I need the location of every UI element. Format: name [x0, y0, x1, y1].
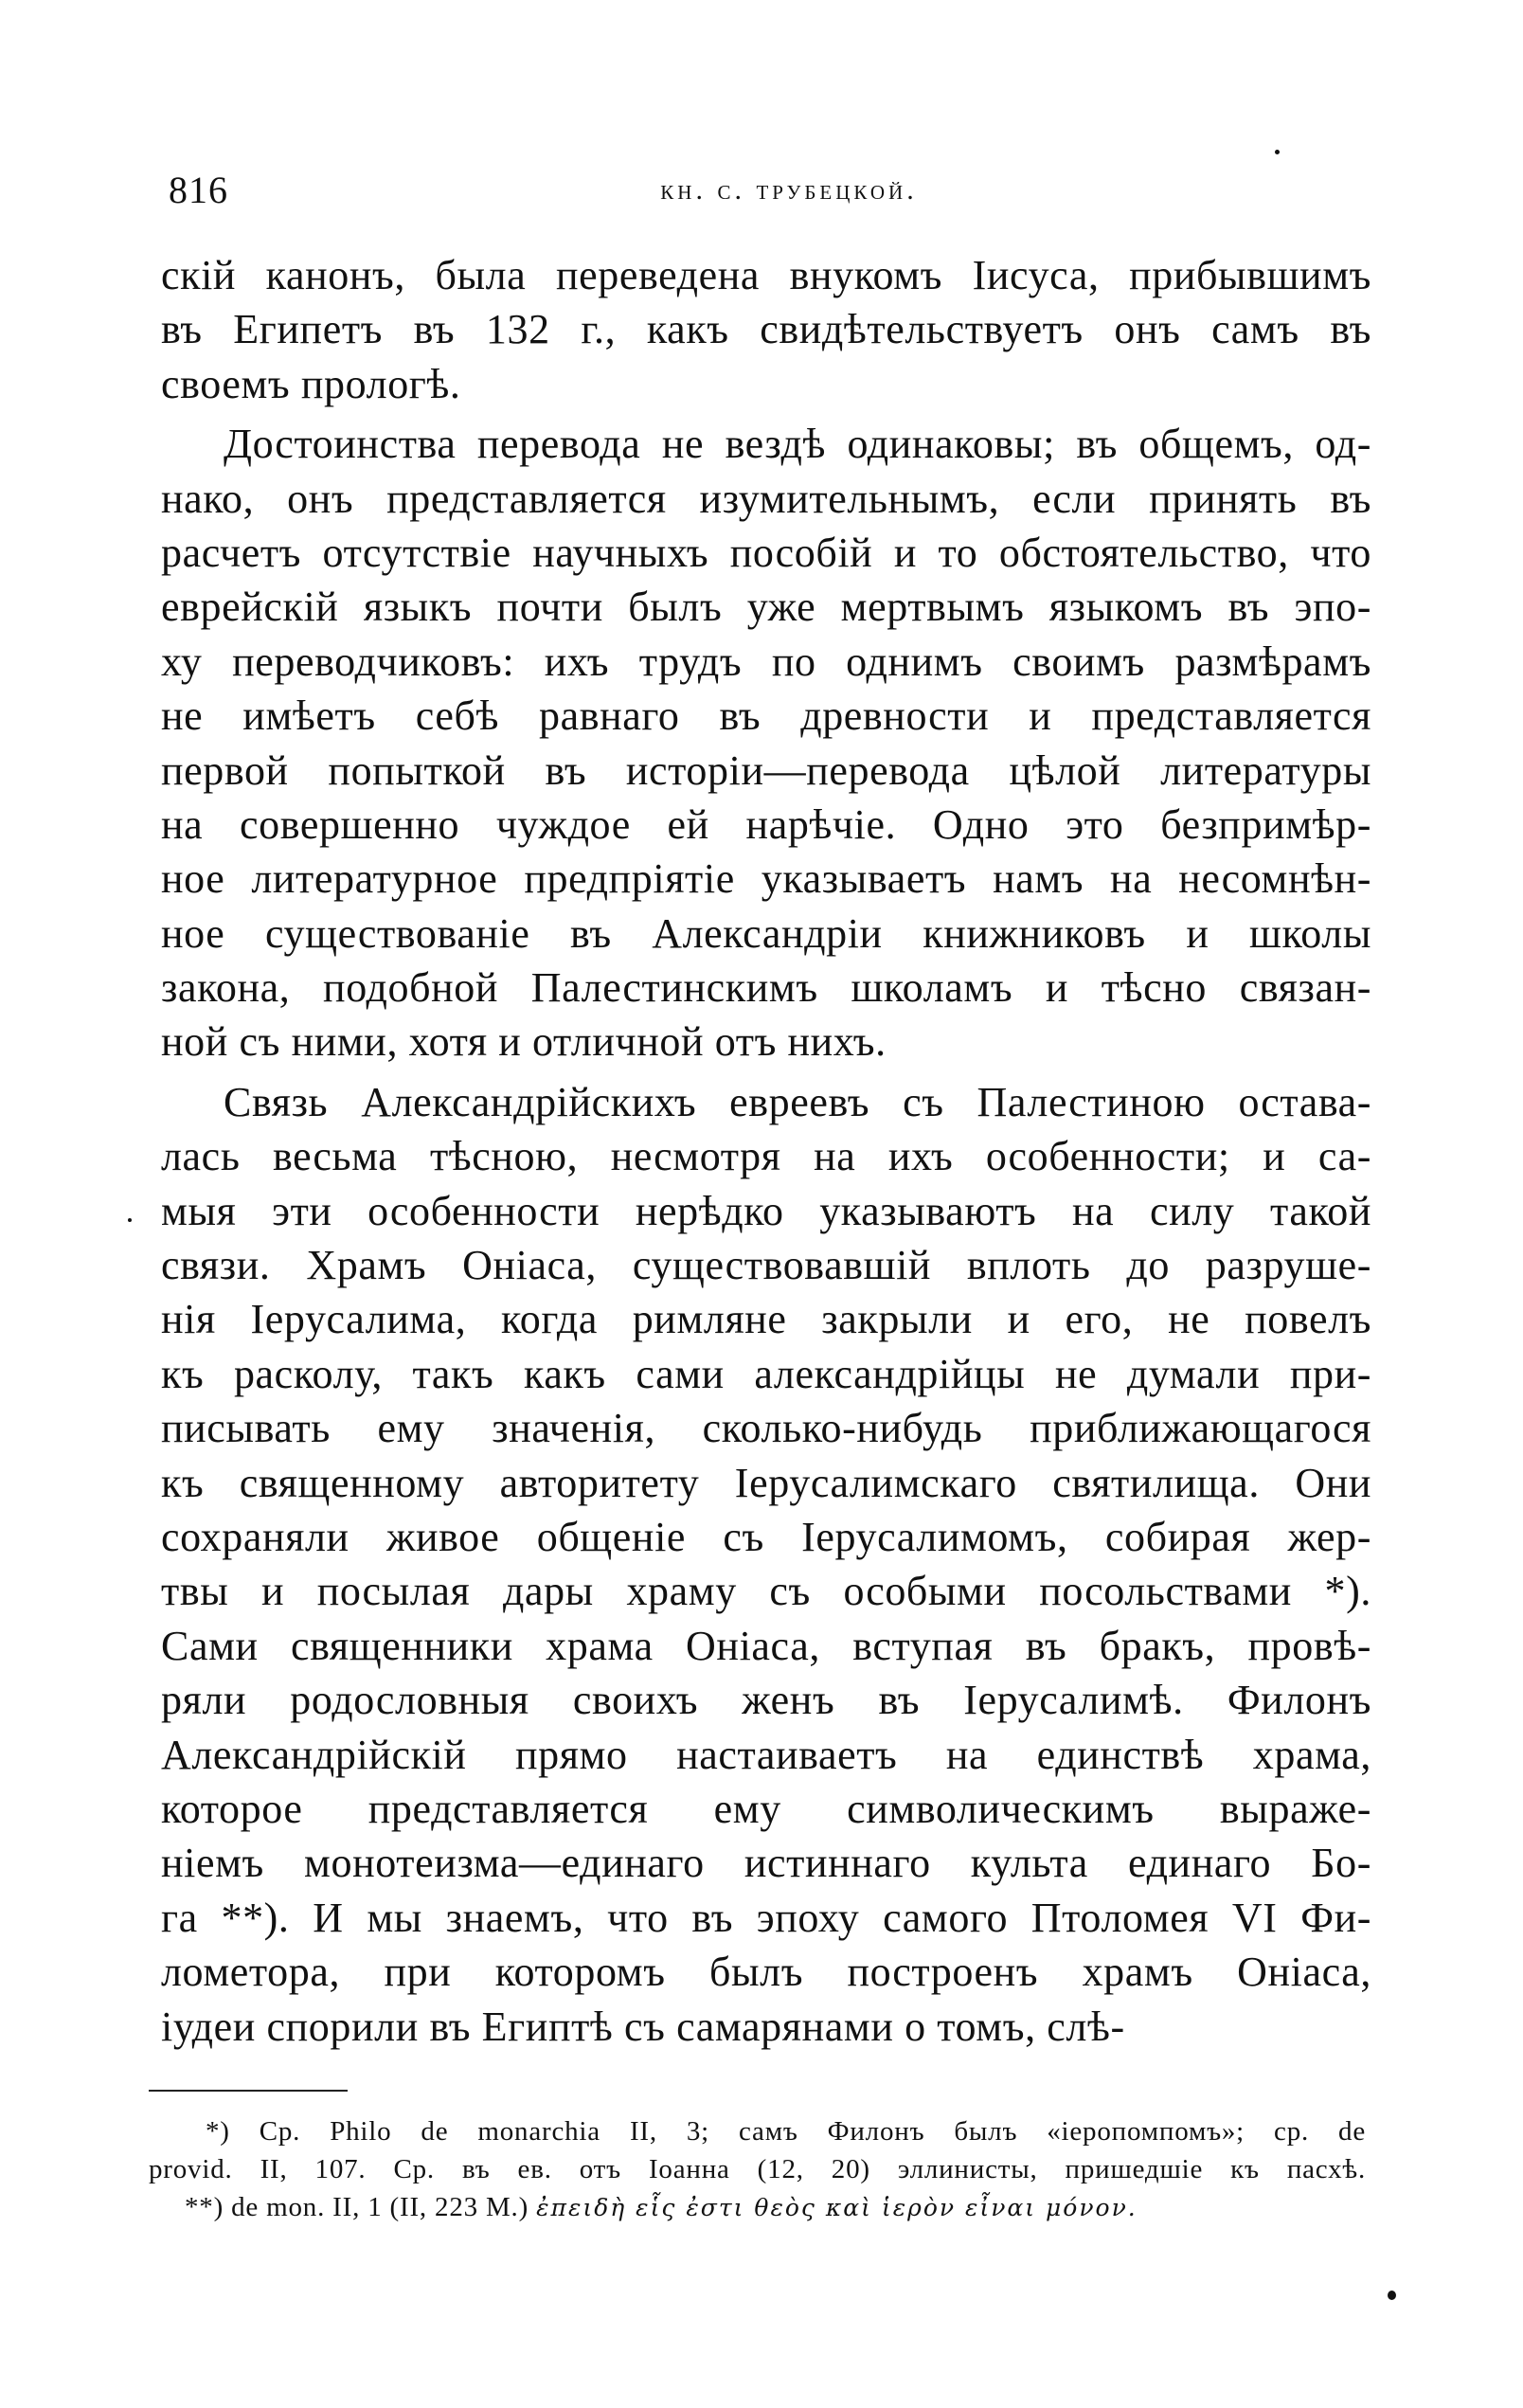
text-line: связи. Храмъ Оніаса, существовавшій вплоть до разруше- [161, 1242, 1371, 1289]
running-title: кн. с. трубецкой. [660, 174, 918, 206]
text-line: Достоинства перевода не вездѣ одинаковы; въ общемъ, од- [224, 421, 1371, 468]
text-line: писывать ему значенія, сколько-нибудь приближающагося [161, 1405, 1371, 1452]
footnote-2-greek-quote: ἐπειδὴ εἷς ἐστι θεὸς καὶ ἱερὸν εἶναι μόνον. [536, 2194, 1138, 2221]
footnotes [149, 2112, 1366, 2226]
scan-speck-top [1275, 150, 1280, 154]
text-line: первой попыткой въ исторіи—перевода цѣлой литературы [161, 746, 1371, 794]
body-text [161, 248, 1371, 2054]
text-line: ху переводчиковъ: ихъ трудъ по однимъ своимъ размѣрамъ [161, 638, 1371, 685]
footnote-1-line-2: provid. II, 107. Ср. въ ев. отъ Іоанна (12, 20) эллинисты, пришедшіе къ пасхѣ. [149, 2154, 1366, 2184]
text-line: еврейскій языкъ почти былъ уже мертвымъ языкомъ въ эпо- [161, 584, 1371, 631]
text-line: нако, онъ представляется изумительнымъ, если принять въ [161, 475, 1371, 522]
text-line: лась весьма тѣсною, несмотря на ихъ особенности; и са- [161, 1133, 1371, 1180]
text-line: ряли родословныя своихъ женъ въ Іерусалимѣ. Филонъ [161, 1677, 1371, 1724]
text-line: га **). И мы знаемъ, что въ эпоху самого Птоломея VI Фи- [161, 1894, 1371, 1941]
text-line: къ священному авторитету Іерусалимскаго святилища. Они [161, 1459, 1371, 1506]
text-line: сохраняли живое общеніе съ Іерусалимомъ, собирая жер- [161, 1513, 1371, 1560]
text-line: ніемъ монотеизма—единаго истиннаго культа единаго Бо- [161, 1840, 1371, 1887]
text-line: въ Египетъ въ 132 г., какъ свидѣтельствуетъ онъ самъ въ [161, 306, 1371, 353]
footnote-2-citation: **) de mon. II, 1 (II, 223 M.) [185, 2192, 529, 2222]
text-line: мыя эти особенности нерѣдко указываютъ на силу такой [161, 1187, 1371, 1234]
footnote-1-line-1: *) Ср. Philo de monarchia II, 3; самъ Филонъ былъ «іеропомпомъ»; ср. de [206, 2116, 1366, 2147]
text-line: скій канонъ, была переведена внукомъ Іисуса, прибывшимъ [161, 252, 1371, 298]
text-line: Сами священники храма Оніаса, вступая въ бракъ, провѣ- [161, 1622, 1371, 1669]
paragraph-3 [161, 1075, 1371, 2054]
text-line: своемъ прологѣ. [161, 360, 461, 407]
running-head [169, 167, 1371, 214]
text-line: которое представляется ему символическимъ выраже- [161, 1785, 1371, 1832]
text-line: ной съ ними, хотя и отличной отъ нихъ. [161, 1018, 887, 1066]
text-line: къ расколу, такъ какъ сами александрійцы не думали при- [161, 1350, 1371, 1397]
text-line: Александрійскій прямо настаиваетъ на единствѣ храма, [161, 1731, 1371, 1778]
text-line: твы и посылая дары храму съ особыми посольствами *). [161, 1568, 1371, 1615]
scan-speck-left [128, 1218, 132, 1222]
paragraph-1 [161, 248, 1371, 411]
scan-speck-bottom [1388, 2291, 1396, 2300]
text-line: нія Іерусалима, когда римляне закрыли и его, не повелъ [161, 1296, 1371, 1343]
text-line: Связь Александрійскихъ евреевъ съ Палестиною остава- [224, 1078, 1371, 1125]
page-number: 816 [169, 169, 228, 211]
paragraph-2 [161, 417, 1371, 1069]
text-line: расчетъ отсутствіе научныхъ пособій и то обстоятельство, что [161, 529, 1371, 576]
text-line: ное существованіе въ Александріи книжниковъ и школы [161, 909, 1371, 957]
text-line: ное литературное предпріятіе указываетъ намъ на несомнѣн- [161, 855, 1371, 903]
text-line: іудеи спорили въ Египтѣ съ самарянами о томъ, слѣ- [161, 2003, 1125, 2050]
footnote-2 [149, 2188, 1366, 2226]
text-line: на совершенно чуждое ей нарѣчіе. Одно это безпримѣр- [161, 800, 1371, 848]
text-line: закона, подобной Палестинскимъ школамъ и тѣсно связан- [161, 964, 1371, 1012]
text-line: не имѣетъ себѣ равнаго въ древности и представляется [161, 692, 1371, 740]
footnote-rule [149, 2090, 348, 2092]
text-line: лометора, при которомъ былъ построенъ храмъ Оніаса, [161, 1949, 1371, 1996]
